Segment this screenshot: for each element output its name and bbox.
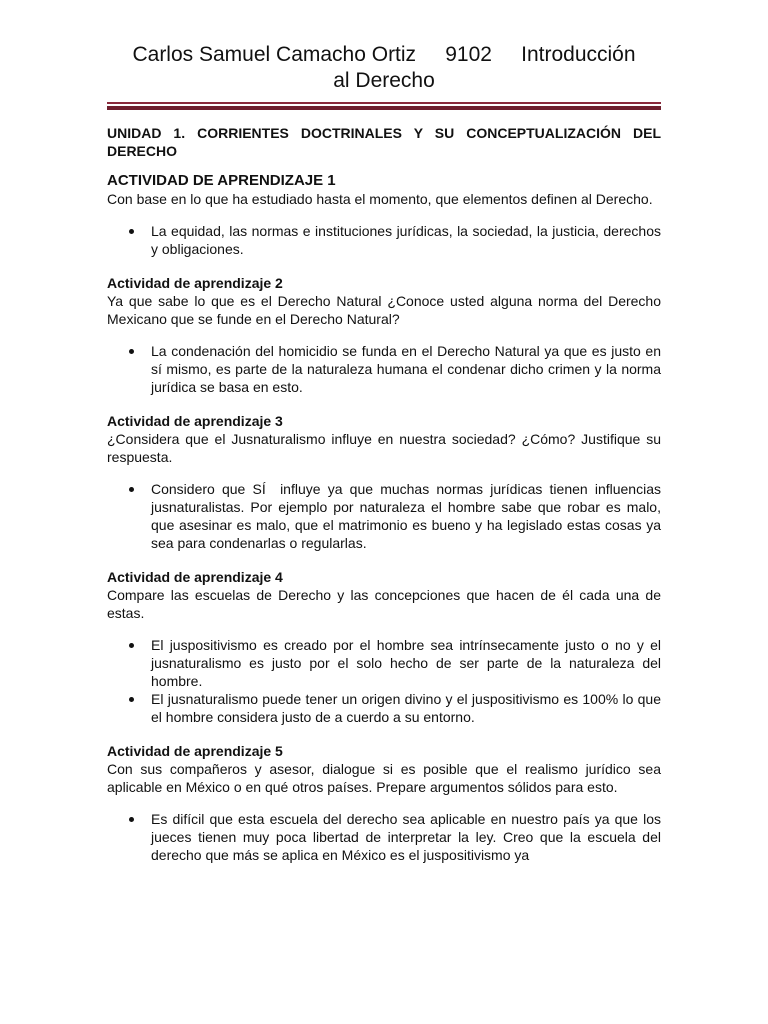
- answer-item: [151, 690, 665, 726]
- bullet-icon: [129, 349, 134, 354]
- answer-item: [151, 222, 665, 258]
- activity-title: Actividad de aprendizaje 3: [107, 413, 283, 429]
- answer-list: [107, 636, 665, 726]
- answer-text: Considero que SÍ influye ya que muchas normas jurídicas tienen influencias jusnaturalistas. Por ejemplo por naturaleza el hombre sabe que robar es malo, que asesinar es malo, que el matrimonio es bueno y ha legislado estas cosas ya sea para condenarlas o regularlas.: [151, 481, 665, 551]
- answer-list: [107, 810, 665, 864]
- activity-title: Actividad de aprendizaje 5: [107, 743, 283, 759]
- bullet-icon: [129, 487, 134, 492]
- bullet-icon: [129, 817, 134, 822]
- answer-item: [151, 480, 665, 552]
- activity-section: [107, 412, 665, 552]
- unit-title: UNIDAD 1. CORRIENTES DOCTRINALES Y SU CONCEPTUALIZACIÓN DEL DERECHO: [107, 125, 661, 159]
- activity-prompt: Ya que sabe lo que es el Derecho Natural ¿Conoce usted alguna norma del Derecho Mexicano que se funde en el Derecho Natural?: [107, 293, 661, 327]
- header-line-1: Carlos Samuel Camacho Ortiz 9102 Introducción: [132, 43, 636, 66]
- answer-text: El jusnaturalismo puede tener un origen divino y el juspositivismo es 100% lo que el hombre considera justo de a cuerdo a su entorno.: [151, 691, 665, 725]
- answer-item: [151, 636, 665, 690]
- answer-list: [107, 480, 665, 552]
- answer-text: La equidad, las normas e instituciones jurídicas, la sociedad, la justicia, derechos y obligaciones.: [151, 223, 665, 257]
- activity-title: ACTIVIDAD DE APRENDIZAJE 1: [107, 172, 336, 189]
- activities-list: [107, 172, 665, 864]
- activity-prompt: Con base en lo que ha estudiado hasta el momento, que elementos definen al Derecho.: [107, 191, 653, 207]
- answer-text: La condenación del homicidio se funda en el Derecho Natural ya que es justo en sí mismo, es parte de la naturaleza humana el condenar dicho crimen y la norma jurídica se basa en esto.: [151, 343, 665, 395]
- activity-section: [107, 742, 665, 864]
- document-body: [107, 124, 665, 864]
- answer-text: Es difícil que esta escuela del derecho sea aplicable en nuestro país ya que los jueces tienen muy poca libertad de interpretar la ley. Creo que la escuela del derecho que más se aplica en México es el juspositivismo ya: [151, 811, 665, 863]
- activity-section: [107, 172, 665, 258]
- activity-title: Actividad de aprendizaje 2: [107, 275, 283, 291]
- answer-item: [151, 342, 665, 396]
- answer-item: [151, 810, 665, 864]
- header-divider-thick: [107, 106, 661, 110]
- header-divider-thin: [107, 102, 661, 104]
- page-header: [107, 0, 661, 94]
- activity-section: [107, 568, 665, 726]
- header-divider: [107, 102, 661, 110]
- answer-text: El juspositivismo es creado por el hombre sea intrínsecamente justo o no y el jusnaturalismo es justo por el solo hecho de ser parte de la naturaleza del hombre.: [151, 637, 665, 689]
- bullet-icon: [129, 643, 134, 648]
- header-line-2: al Derecho: [333, 69, 435, 92]
- activity-title: Actividad de aprendizaje 4: [107, 569, 283, 585]
- activity-section: [107, 274, 665, 396]
- bullet-icon: [129, 697, 134, 702]
- bullet-icon: [129, 229, 134, 234]
- activity-prompt: ¿Considera que el Jusnaturalismo influye en nuestra sociedad? ¿Cómo? Justifique su respuesta.: [107, 431, 661, 465]
- answer-list: [107, 222, 665, 258]
- answer-list: [107, 342, 665, 396]
- activity-prompt: Compare las escuelas de Derecho y las concepciones que hacen de él cada una de estas.: [107, 587, 661, 621]
- activity-prompt: Con sus compañeros y asesor, dialogue si es posible que el realismo jurídico sea aplicable en México o en qué otros países. Prepare argumentos sólidos para esto.: [107, 761, 661, 795]
